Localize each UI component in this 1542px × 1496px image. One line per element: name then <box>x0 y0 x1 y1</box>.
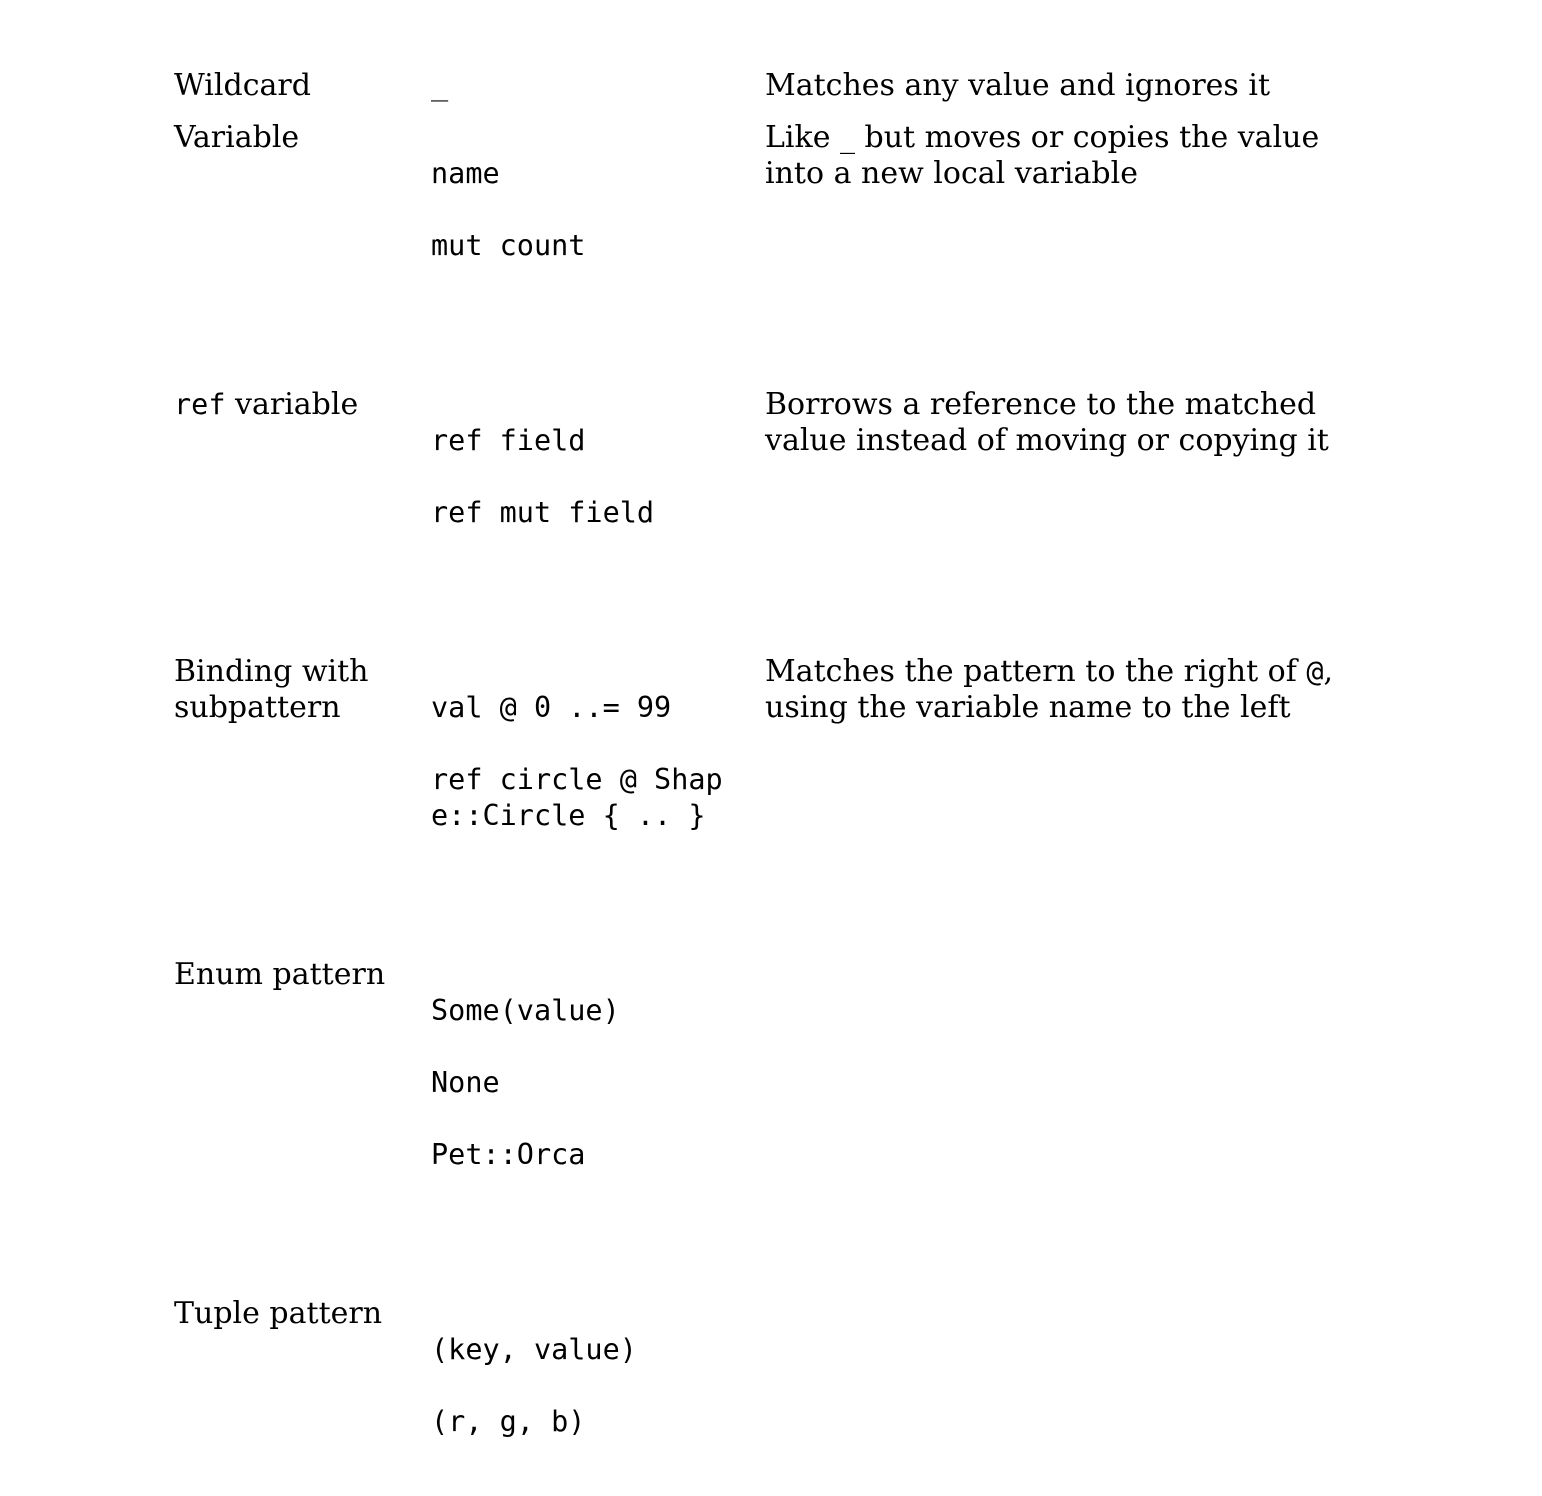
pattern-code-cell <box>431 156 741 264</box>
pattern-name-text: variable <box>225 387 359 422</box>
pattern-code: val @ 0 ..= 99 <box>431 691 672 724</box>
pattern-name: Binding with subpattern <box>174 654 369 725</box>
pattern-code: mut count <box>431 229 586 262</box>
pattern-code: Pet::Orca <box>431 1138 586 1171</box>
pattern-description <box>765 654 1345 726</box>
pattern-code: _ <box>431 69 449 102</box>
pattern-name: Tuple pattern <box>174 1296 383 1331</box>
pattern-code: (r, g, b) <box>431 1405 586 1438</box>
pattern-code: name <box>431 157 500 190</box>
description-text: , using the variable name to the left <box>765 654 1334 725</box>
pattern-name: Wildcard <box>174 68 311 103</box>
pattern-description: Borrows a reference to the matched value instead of moving or copying it <box>765 387 1329 458</box>
pattern-code-cell <box>431 993 741 1173</box>
pattern-code: ref field <box>431 424 586 457</box>
description-code: @ <box>1306 655 1324 688</box>
pattern-name <box>174 387 419 423</box>
pattern-code-cell <box>431 690 741 834</box>
pattern-code: ref mut field <box>431 496 655 529</box>
pattern-code-cell <box>431 68 741 104</box>
pattern-description: Matches any value and ignores it <box>765 68 1271 103</box>
pattern-description: Like _ but moves or copies the value into a new local variable <box>765 120 1320 191</box>
pattern-code: ref circle @ Shape::Circle { .. } <box>431 763 723 832</box>
pattern-name-code: ref <box>174 388 226 421</box>
pattern-name: Enum pattern <box>174 957 386 992</box>
pattern-code-cell <box>431 423 741 531</box>
description-text: Matches the pattern to the right of <box>765 654 1307 689</box>
pattern-code-cell <box>431 1332 741 1440</box>
pattern-code: (key, value) <box>431 1333 637 1366</box>
pattern-code: Some(value) <box>431 994 620 1027</box>
pattern-name: Variable <box>174 120 300 155</box>
pattern-code: None <box>431 1066 500 1099</box>
